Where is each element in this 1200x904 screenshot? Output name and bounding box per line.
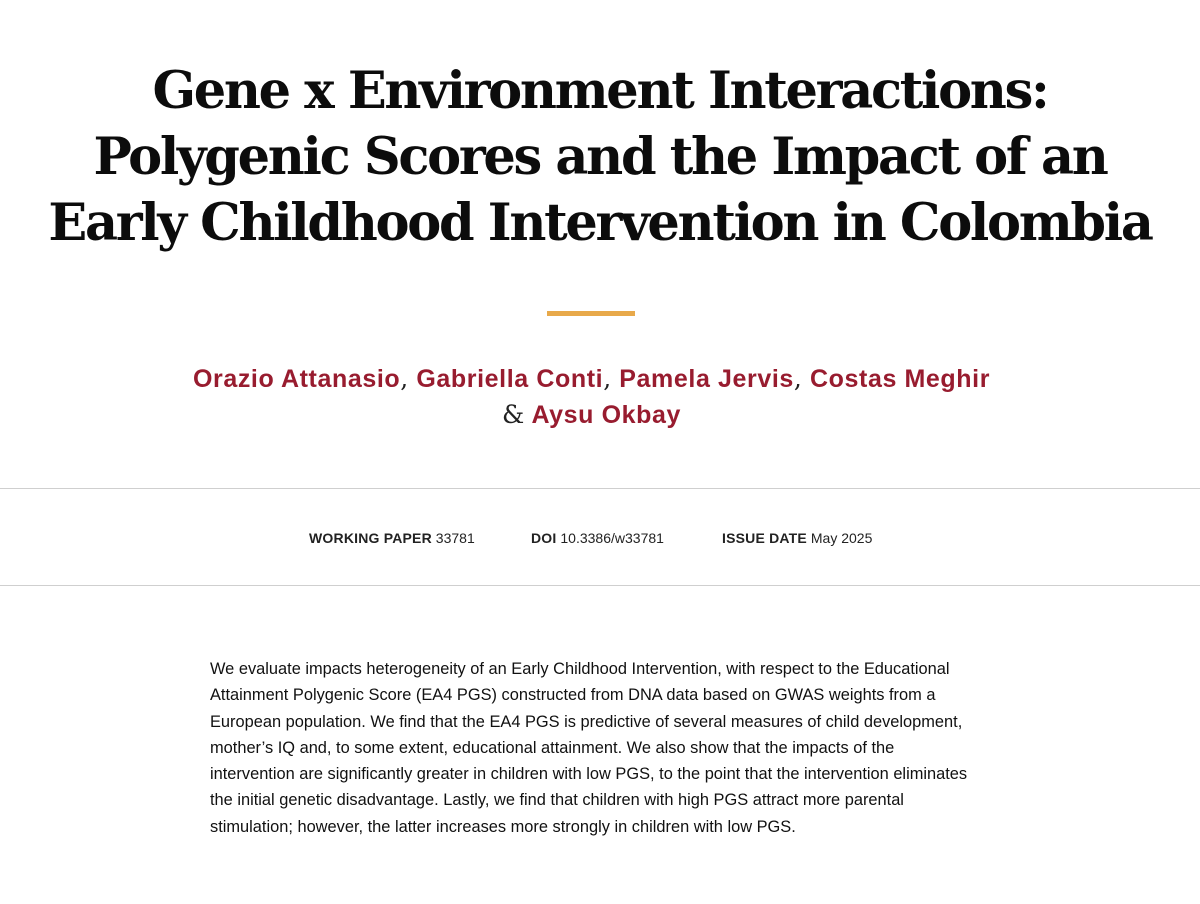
author-list [190,361,993,433]
issue-date-value: May 2025 [810,530,873,546]
author-separator-ampersand: & [501,400,525,429]
accent-divider [547,311,635,316]
doi-label: DOI [531,530,557,546]
page-title: Gene x Environment Interactions: Polygenic Scores and the Impact of an Early Childhood Intervention in Colombia [48,61,1152,253]
author-link-aysu-okbay[interactable]: Aysu Okbay [531,401,682,429]
author-link-orazio-attanasio[interactable]: Orazio Attanasio [192,365,401,393]
meta-divider-bottom [0,585,1200,586]
author-link-pamela-jervis[interactable]: Pamela Jervis [619,365,794,393]
working-paper-number [309,528,475,548]
issue-date [722,528,872,548]
issue-date-label: ISSUE DATE [722,530,807,546]
author-link-costas-meghir[interactable]: Costas Meghir [809,365,991,393]
paper-metadata [0,528,1200,548]
meta-divider-top [0,488,1200,489]
working-paper-label: WORKING PAPER [309,530,432,546]
author-separator: , [793,364,803,393]
author-separator: , [603,364,612,393]
doi [531,528,664,548]
working-paper-value: 33781 [435,530,475,546]
author-separator: , [400,364,409,393]
doi-value: 10.3386/w33781 [560,530,664,546]
abstract-text: We evaluate impacts heterogeneity of an Early Childhood Intervention, with respect to the Educational Attainment Polygenic Score (EA4 PGS) constructed from DNA data based on GWAS weights from a European population. We find that the EA4 PGS is predictive of several measures of child development, mother’s IQ and, to some extent, educational attainment. We also show that the impacts of the intervention are significantly greater in children with low PGS, to the point that the intervention eliminates the initial genetic disadvantage. Lastly, we find that children with high PGS attract more parental stimulation; however, the latter increases more strongly in children with low PGS. [210,660,968,836]
author-link-gabriella-conti[interactable]: Gabriella Conti [416,365,604,393]
